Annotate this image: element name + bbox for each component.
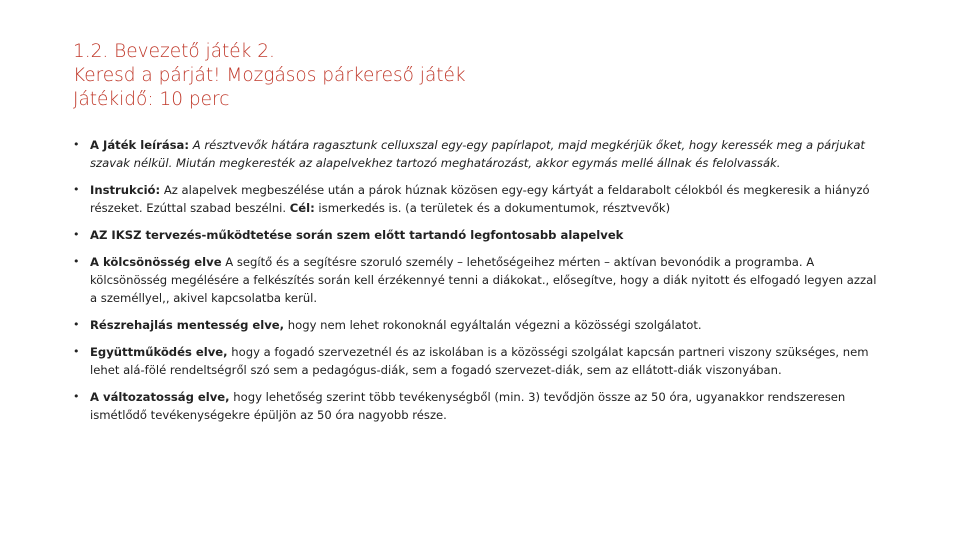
bullet-label: A kölcsönösség elve — [90, 255, 222, 269]
bullet-text: Az alapelvek megbeszélése után a párok húznak közösen egy-egy kártyát a feldarabolt célokból és megkeresik a hiányzó részeket. Ezúttal szabad beszélni. — [90, 183, 870, 215]
bullet-icon: • — [73, 345, 80, 358]
bullet-text: hogy lehetőség szerint több tevékenységből (min. 3) tevődjön össze az 50 óra, ugyanakkor rendszeresen ismétlődő tevékenységekre épüljön az 50 óra nagyobb része. — [90, 390, 846, 422]
bullet-item-principles-heading — [73, 226, 885, 244]
bullet-item-reciprocity — [73, 253, 885, 307]
bullet-icon: • — [73, 138, 80, 151]
bullet-label: AZ IKSZ tervezés-működtetése során szem előtt tartandó legfontosabb alapelvek — [90, 228, 624, 242]
bullet-icon: • — [73, 183, 80, 196]
bullet-item-variety — [73, 388, 885, 424]
bullet-label-goal: Cél: — [289, 201, 315, 215]
bullet-list — [73, 136, 885, 433]
bullet-icon: • — [73, 318, 80, 331]
title-line-2: Keresd a párját! Mozgásos párkereső játék — [73, 65, 466, 86]
bullet-item-cooperation — [73, 343, 885, 379]
bullet-item-impartiality — [73, 316, 885, 334]
bullet-label: A Játék leírása: — [90, 138, 190, 152]
bullet-text: A segítő és a segítésre szoruló személy – lehetőségeihez mérten – aktívan bevonódik a programba. A kölcsönösség megélésére a felkészítés során kell érzékennyé tenni a diákokat., elősegítve, hogy a diák nyitott és elfogadó legyen azzal a személlyel,, akivel kapcsolatba kerül. — [90, 255, 877, 305]
bullet-text: A résztvevők hátára ragasztunk celluxszal egy-egy papírlapot, majd megkérjük őket, hogy keressék meg a párjukat szavak nélkül. Miután megkeresték az alapelvekhez tartozó meghatározást, akkor egymás mellé állnak és felolvassák. — [90, 138, 865, 170]
bullet-label: Instrukció: — [90, 183, 161, 197]
bullet-text-goal: ismerkedés is. (a területek és a dokumentumok, résztvevők) — [314, 201, 671, 215]
bullet-text: hogy nem lehet rokonoknál egyáltalán végezni a közösségi szolgálatot. — [284, 318, 702, 332]
bullet-item-instruction — [73, 181, 885, 217]
bullet-text: hogy a fogadó szervezetnél és az iskolában is a közösségi szolgálat kapcsán partneri viszony szükséges, nem lehet alá-fölé rendeltségről szó sem a pedagógus-diák, sem a fogadó szervezet-diák, sem az ellátott-diák viszonyában. — [90, 345, 869, 377]
slide-title — [73, 40, 893, 112]
bullet-icon: • — [73, 390, 80, 403]
bullet-label: A változatosság elve, — [90, 390, 230, 404]
title-line-1: 1.2. Bevezető játék 2. — [73, 41, 275, 62]
bullet-label: Együttműködés elve, — [90, 345, 228, 359]
bullet-icon: • — [73, 255, 80, 268]
title-line-3: Játékidő: 10 perc — [73, 89, 230, 110]
bullet-item-game-description — [73, 136, 885, 172]
bullet-label: Részrehajlás mentesség elve, — [90, 318, 285, 332]
bullet-icon: • — [73, 228, 80, 241]
